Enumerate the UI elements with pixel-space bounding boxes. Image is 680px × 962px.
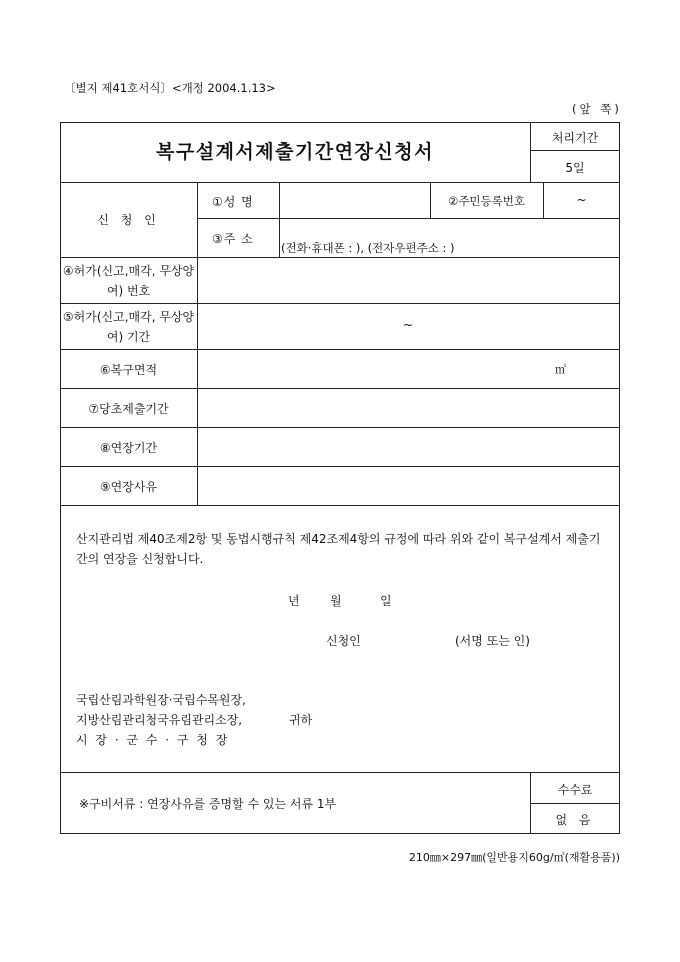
restoration-area-label: ⑥복구면적 xyxy=(99,363,158,377)
required-documents: ※구비서류 : 연장사유를 증명할 수 있는 서류 1부 xyxy=(79,797,337,811)
divider xyxy=(60,505,620,506)
permit-number-label: ④허가(신고,매각, 무상양여) 번호 xyxy=(62,264,195,298)
extension-period-label: ⑧연장기간 xyxy=(99,441,158,455)
paper-spec-note: 210㎜×297㎜(일반용지60g/㎡(재활용품)) xyxy=(408,851,620,864)
applicant-signature-label: 신청인 xyxy=(326,634,361,648)
restoration-area-field[interactable]: ㎡ xyxy=(555,363,566,376)
extension-reason-field[interactable] xyxy=(198,467,619,504)
original-deadline-label: ⑦당초제출기간 xyxy=(88,402,169,416)
name-field[interactable] xyxy=(280,183,429,217)
application-statement: 산지관리법 제40조제2항 및 동법시행규칙 제42조제4항의 규정에 따라 위와 같이 복구설계서 제출기간의 연장을 신청합니다. xyxy=(76,532,601,566)
divider xyxy=(530,803,620,804)
divider xyxy=(60,772,620,773)
divider xyxy=(197,218,620,219)
original-deadline-field[interactable] xyxy=(198,389,619,426)
page-side-label: (앞 쪽) xyxy=(572,102,622,116)
date-day-label: 일 xyxy=(380,594,392,608)
divider xyxy=(60,303,620,304)
addressee-line-1: 국립산림과학원장·국립수목원장, xyxy=(76,693,246,707)
date-year-label: 년 xyxy=(288,594,300,608)
permit-number-field[interactable] xyxy=(198,258,619,302)
extension-period-field[interactable] xyxy=(198,428,619,465)
address-field[interactable]: (전화·휴대폰 : ), (전자우편주소 : ) xyxy=(281,241,455,255)
processing-period-label: 처리기간 xyxy=(551,131,599,145)
permit-period-field[interactable]: ~ xyxy=(403,318,414,332)
applicant-section-label: 신 청 인 xyxy=(97,213,160,227)
divider xyxy=(60,349,620,350)
form-title: 복구설계서제출기간연장신청서 xyxy=(156,141,434,163)
fee-value: 없 음 xyxy=(555,813,595,827)
id-number-label: ②주민등록번호 xyxy=(448,194,525,208)
extension-reason-label: ⑨연장사유 xyxy=(99,480,158,494)
date-month-label: 월 xyxy=(330,594,342,608)
divider xyxy=(530,150,620,151)
addressee-line-3: 시 장 · 군 수 · 구 청 장 xyxy=(76,733,230,747)
name-label: ①성 명 xyxy=(212,195,254,209)
addressee-line-2: 지방산림관리청국유림관리소장, xyxy=(76,713,243,727)
fee-label: 수수료 xyxy=(557,783,593,797)
address-label: ③주 소 xyxy=(212,232,254,246)
processing-period-value: 5일 xyxy=(565,161,585,175)
id-number-field[interactable]: ~ xyxy=(576,193,587,207)
form-reference: 〔별지 제41호서식〕<개정 2004.1.13> xyxy=(64,81,276,95)
addressee-suffix: 귀하 xyxy=(289,713,313,727)
signature-hint: (서명 또는 인) xyxy=(455,634,530,648)
permit-period-label: ⑤허가(신고,매각, 무상양여) 기간 xyxy=(62,310,195,344)
